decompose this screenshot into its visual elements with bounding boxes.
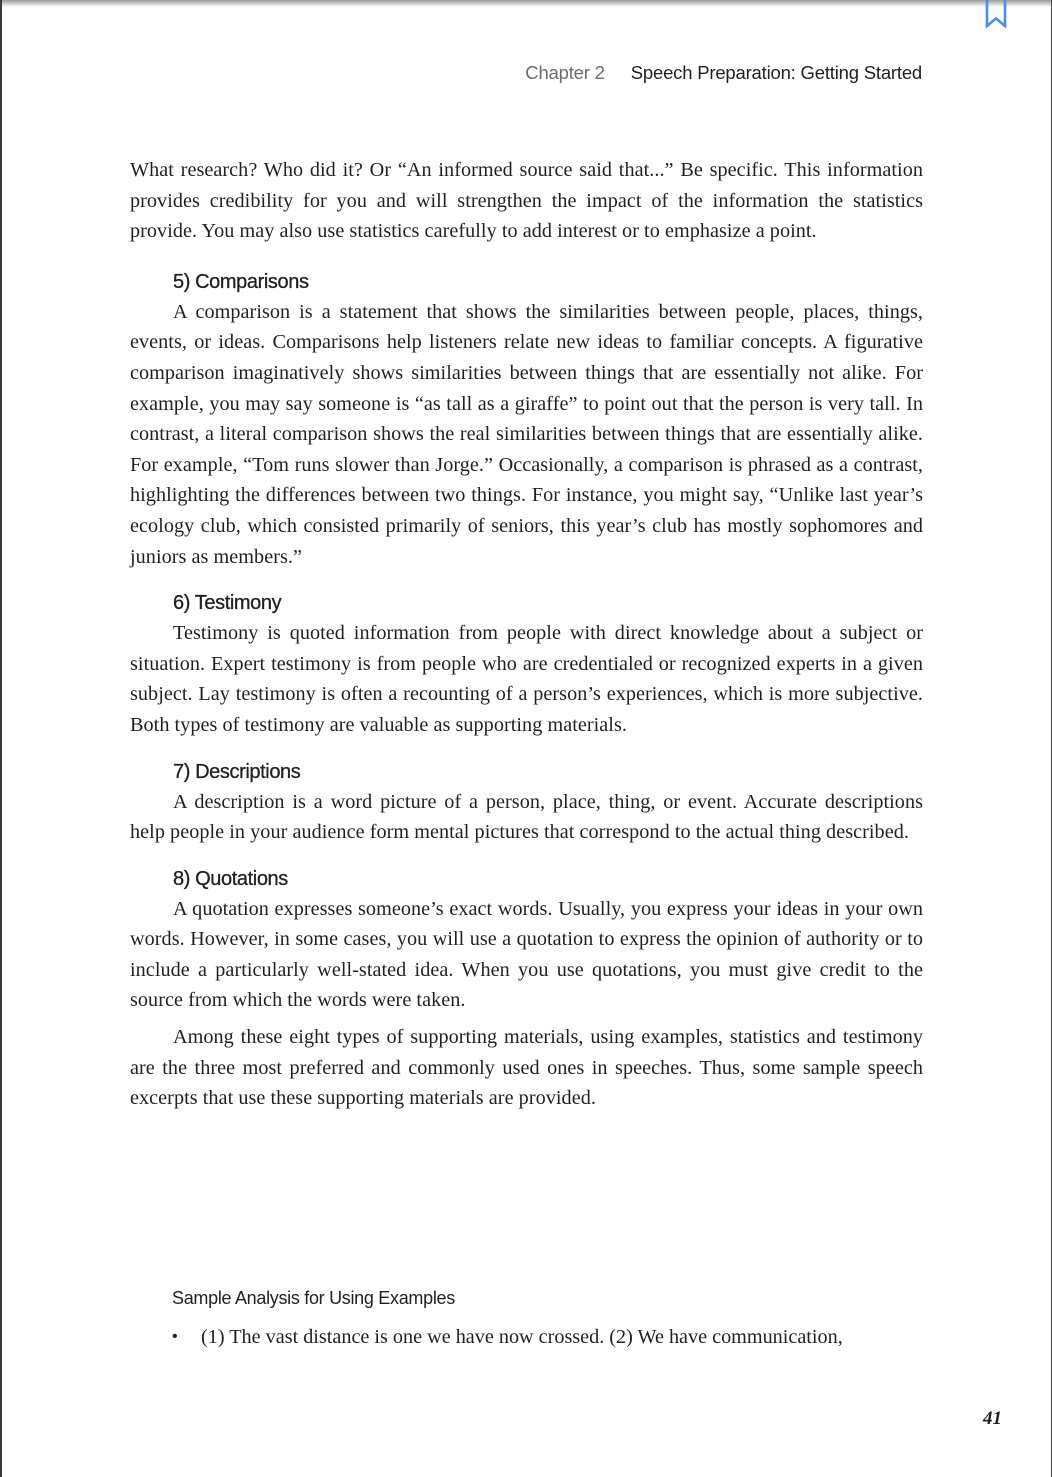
bookmark-outline-icon — [984, 0, 1008, 30]
section-heading: 7) Descriptions — [173, 760, 301, 783]
running-header — [525, 62, 922, 84]
intro-paragraph: What research? Who did it? Or “An informed source said that...” Be specific. This information provides credibility for you and will strengthen the impact of the information the statistics provide. You may also use statistics carefully to add interest or to emphasize a point. — [130, 159, 923, 243]
section-comparisons — [130, 268, 923, 572]
section-paragraph: A quotation expresses someone’s exact words. Usually, you express your ideas in your own words. However, in some cases, you will use a quotation to express the opinion of authority or to include a particularly well-stated idea. When you use quotations, you must give credit to the source from which the words were taken. — [130, 897, 923, 1012]
chapter-label: Chapter 2 — [525, 62, 605, 83]
section-quotations — [130, 865, 923, 1016]
viewer-top-shadow — [0, 0, 1052, 7]
section-heading: 8) Quotations — [173, 867, 288, 890]
sample-bullet-item — [172, 1322, 924, 1352]
page-body — [130, 155, 923, 1114]
section-testimony — [130, 589, 923, 740]
section-descriptions — [130, 758, 923, 848]
sample-analysis-title: Sample Analysis for Using Examples — [172, 1288, 455, 1308]
section-heading: 6) Testimony — [173, 592, 282, 615]
section-heading: 5) Comparisons — [173, 270, 309, 293]
bullet-icon: • — [172, 1328, 178, 1345]
page-number: 41 — [983, 1408, 1002, 1429]
page-left-edge — [0, 0, 2, 1477]
bookmark-icon[interactable] — [984, 0, 1008, 30]
section-paragraph: A description is a word picture of a person, place, thing, or event. Accurate descriptions help people in your audience form mental pictures that correspond to the actual thing described. — [130, 790, 923, 844]
section-paragraph: Testimony is quoted information from people with direct knowledge about a subject or situation. Expert testimony is from people who are credentialed or recognized experts in a given subject. Lay testimony is often a recounting of a person’s experiences, which is more subjective. Both types of testimony are valuable as supporting materials. — [130, 622, 923, 736]
bullet-text: (1) The vast distance is one we have now crossed. (2) We have communication, — [201, 1326, 843, 1348]
chapter-title: Speech Preparation: Getting Started — [630, 62, 922, 83]
section-paragraph: A comparison is a statement that shows the similarities between people, places, things, events, or ideas. Comparisons help listeners relate new ideas to familiar concepts. A figurative comparison imaginatively shows similarities between things that are essentially not alike. For example, you may say someone is “as tall as a giraffe” to point out that the person is very tall. In contrast, a literal comparison shows the real similarities between things that are essentially alike. For example, “Tom runs slower than Jorge.” Occasionally, a comparison is phrased as a contrast, highlighting the differences between two things. For instance, you might say, “Unlike last year’s ecology club, which consisted primarily of seniors, this year’s club has mostly sophomores and juniors as members.” — [130, 300, 923, 568]
closing-paragraph: Among these eight types of supporting materials, using examples, statistics and testimony are the three most preferred and commonly used ones in speeches. Thus, some sample speech excerpts that use these supporting materials are provided. — [130, 1026, 923, 1110]
